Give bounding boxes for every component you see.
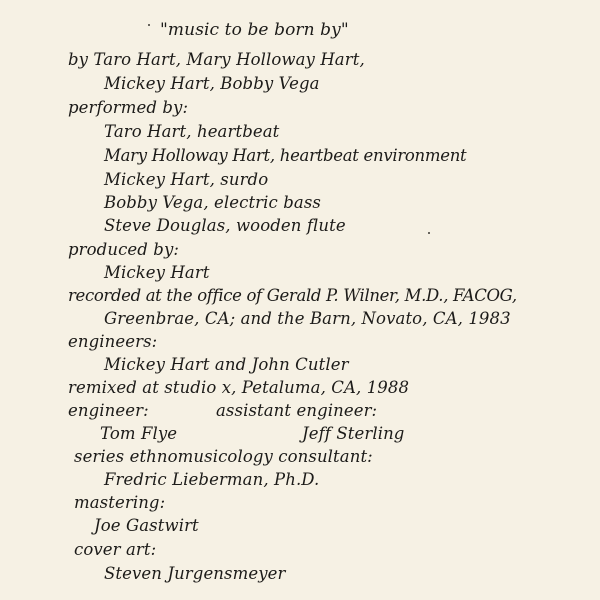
performer-item: Mary Holloway Hart, heartbeat environment [104, 146, 467, 165]
album-title: "music to be born by" [160, 20, 349, 40]
producer-name: Mickey Hart [104, 263, 210, 282]
performer-item: Taro Hart, heartbeat [104, 122, 280, 141]
performer-item: Steve Douglas, wooden flute [104, 216, 346, 235]
performer-item: Bobby Vega, electric bass [104, 193, 321, 212]
recorded-line-2: Greenbrae, CA; and the Barn, Novato, CA, 1983 [104, 309, 511, 328]
ink-speck [428, 232, 430, 234]
composers-line-2: Mickey Hart, Bobby Vega [104, 74, 320, 93]
engineer-heading: engineer: [68, 401, 149, 420]
engineers-names: Mickey Hart and John Cutler [104, 355, 349, 374]
engineer-name: Tom Flye [100, 424, 178, 443]
remixed-line: remixed at studio x, Petaluma, CA, 1988 [68, 378, 410, 397]
assistant-engineer-name: Jeff Sterling [302, 424, 405, 443]
series-consultant-heading: series ethnomusicology consultant: [74, 447, 373, 466]
produced-by-heading: produced by: [68, 240, 180, 259]
ink-speck [148, 24, 150, 26]
engineers-heading: engineers: [68, 332, 158, 351]
performed-by-heading: performed by: [68, 98, 189, 117]
mastering-name: Joe Gastwirt [94, 516, 199, 535]
series-consultant-name: Fredric Lieberman, Ph.D. [104, 470, 320, 489]
recorded-line-1: recorded at the office of Gerald P. Wilner, M.D., FACOG, [68, 286, 517, 305]
performer-item: Mickey Hart, surdo [104, 170, 269, 189]
cover-artist-name: Steven Jurgensmeyer [104, 564, 286, 583]
assistant-engineer-heading: assistant engineer: [216, 401, 378, 420]
cover-art-heading: cover art: [74, 540, 157, 559]
composers-line-1: by Taro Hart, Mary Holloway Hart, [68, 50, 365, 69]
mastering-heading: mastering: [74, 493, 166, 512]
